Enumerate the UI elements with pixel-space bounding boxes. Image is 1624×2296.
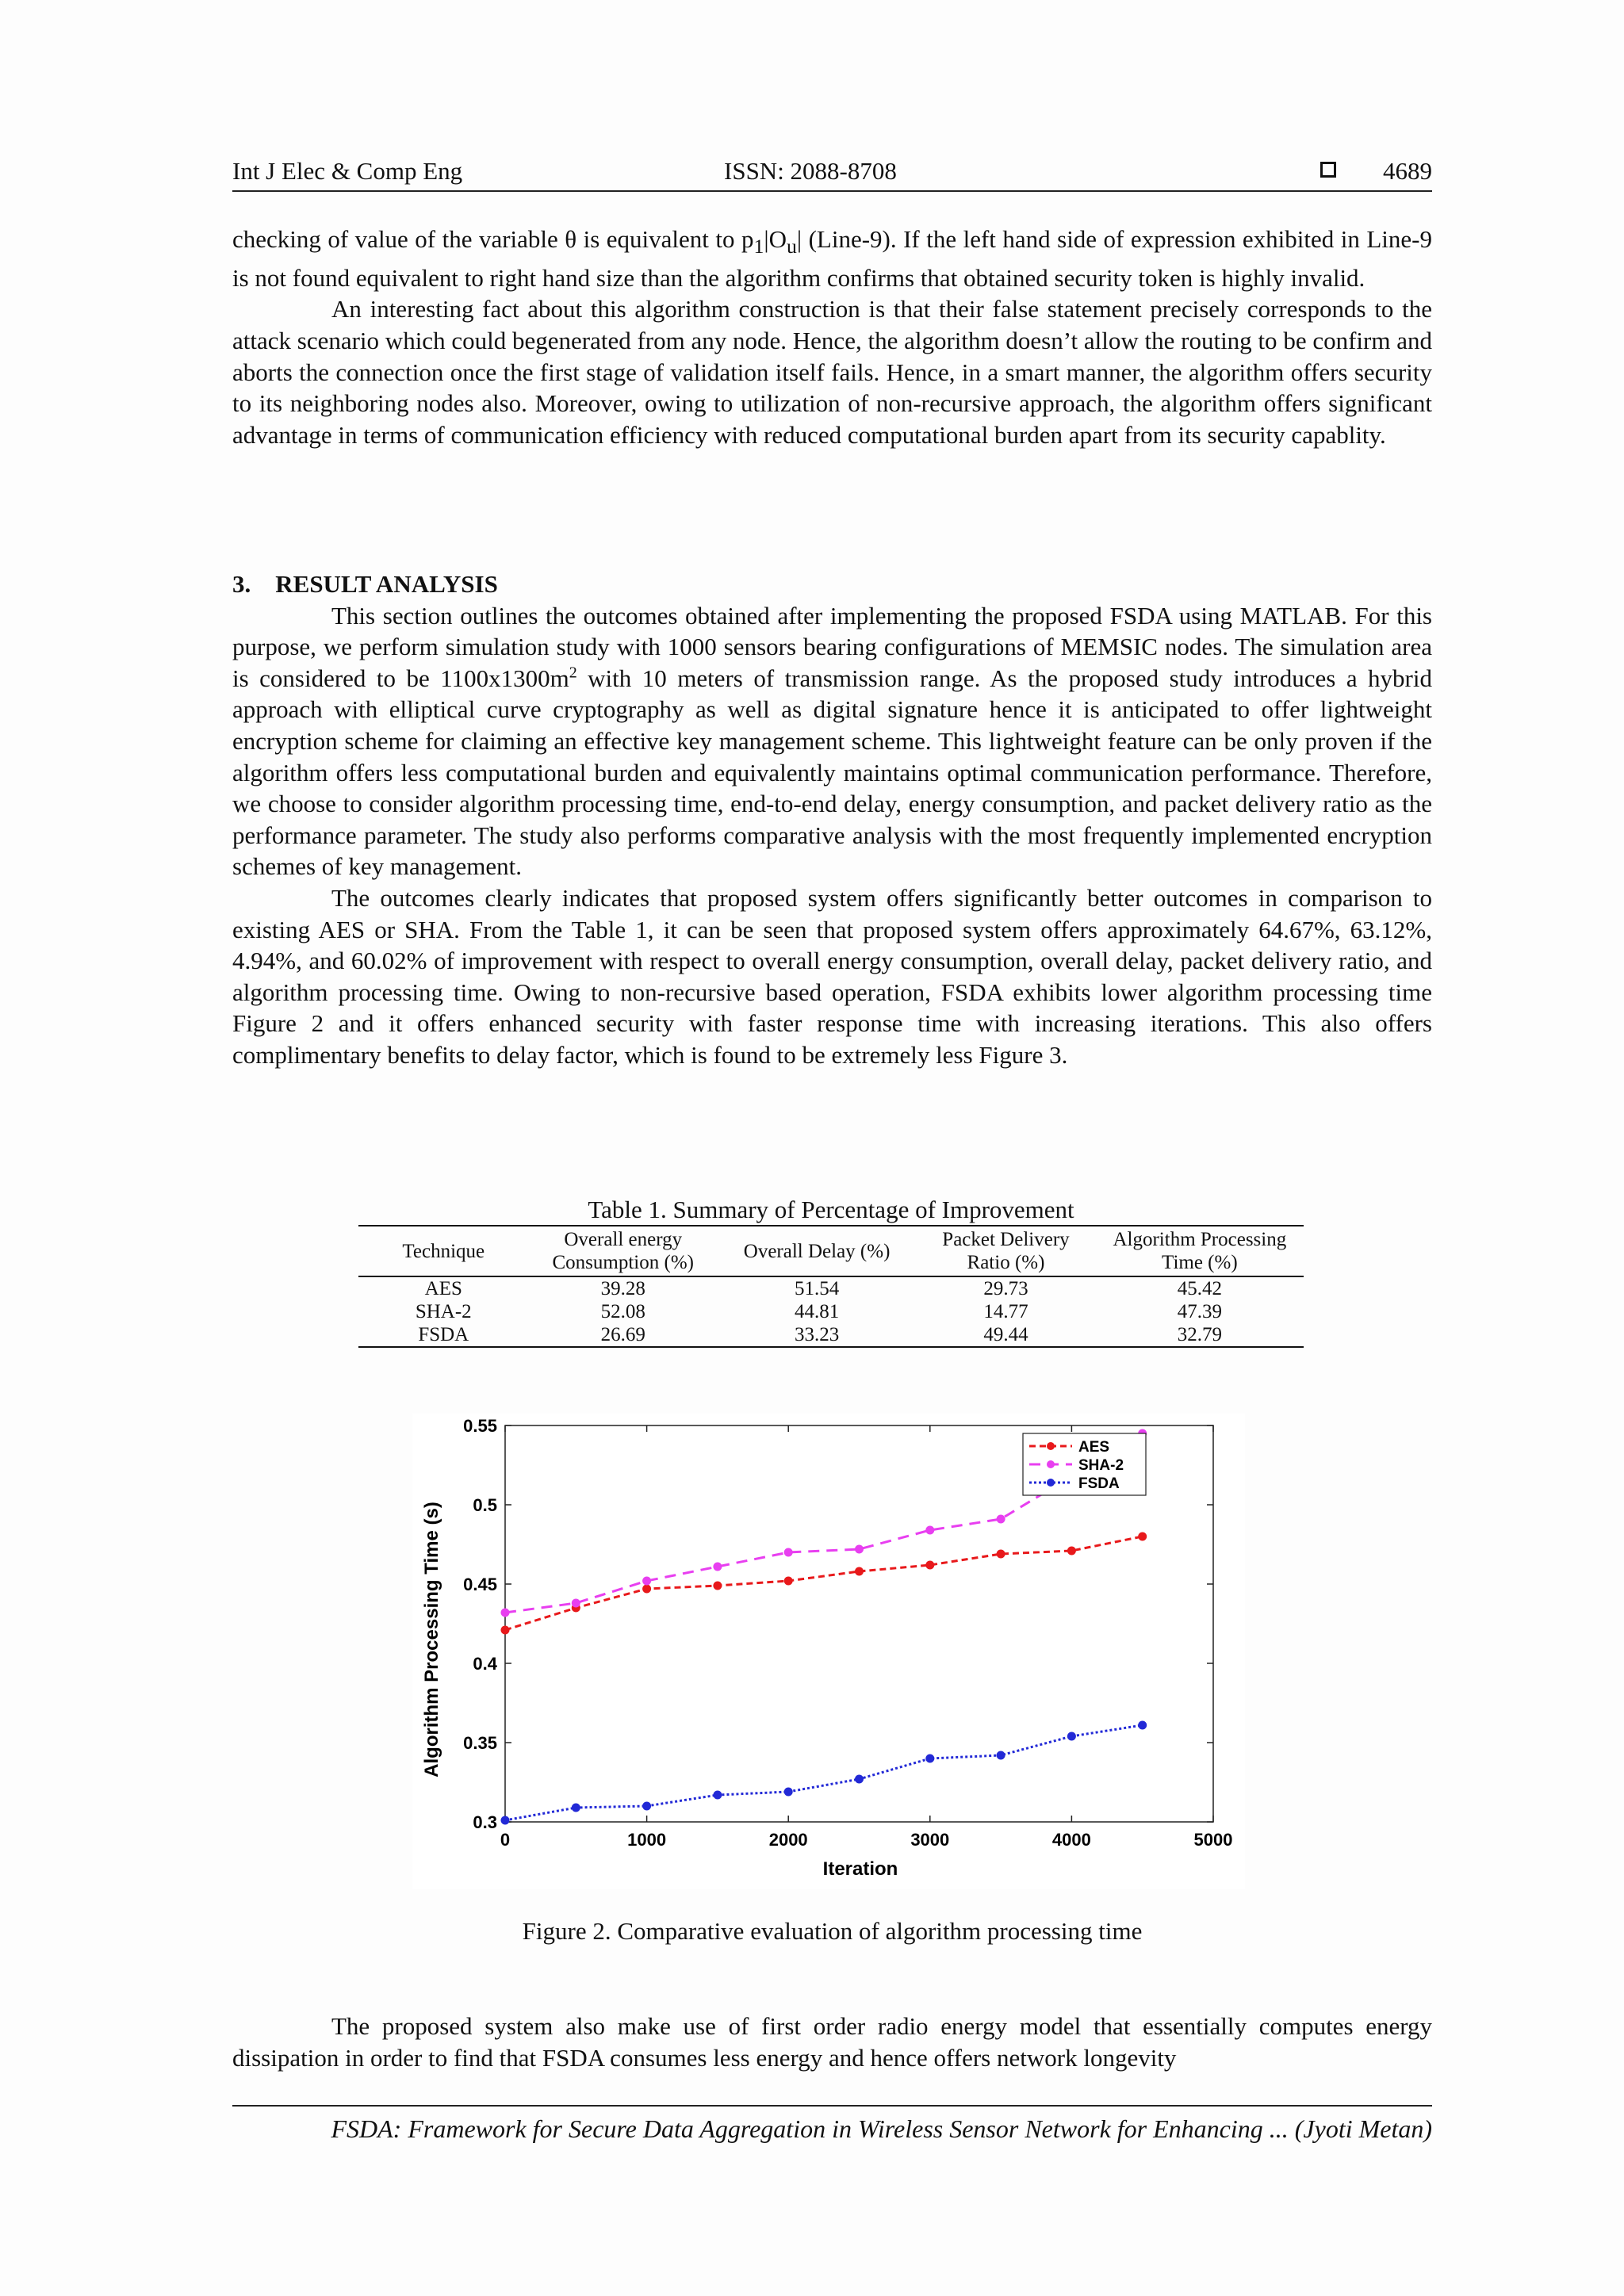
y-tick-label: 0.4 bbox=[473, 1654, 497, 1674]
col-header: Overall Delay (%) bbox=[718, 1226, 916, 1276]
square-bullet-icon bbox=[1320, 162, 1336, 178]
data-point-sha-2 bbox=[855, 1545, 864, 1554]
col-header: Overall energy Consumption (%) bbox=[529, 1226, 718, 1276]
page-number: 4689 bbox=[1383, 157, 1432, 185]
col-header: Technique bbox=[358, 1226, 529, 1276]
legend-marker-aes bbox=[1047, 1442, 1055, 1450]
data-point-fsda bbox=[1067, 1732, 1076, 1741]
body-text-section bbox=[232, 568, 1432, 1071]
y-tick-label: 0.35 bbox=[463, 1733, 497, 1753]
legend-label-sha-2: SHA-2 bbox=[1078, 1457, 1124, 1474]
issn: ISSN: 2088-8708 bbox=[724, 157, 897, 185]
legend-marker-fsda bbox=[1047, 1479, 1055, 1487]
x-tick-label: 5000 bbox=[1193, 1830, 1233, 1850]
data-point-aes bbox=[713, 1582, 722, 1590]
data-point-aes bbox=[855, 1567, 864, 1576]
data-point-sha-2 bbox=[784, 1548, 793, 1557]
table-cell: 47.39 bbox=[1177, 1301, 1222, 1322]
text-run: | (Line-9). If the left hand side of expression exhibited in Line-9 is not found equivalent to right hand size than the algorithm confirms that obtained security token is highly invalid. bbox=[232, 225, 1432, 292]
table-caption: Table 1. Summary of Percentage of Improvement bbox=[588, 1196, 1074, 1223]
table-cell: 45.42 bbox=[1177, 1278, 1222, 1299]
text-run: with 10 meters of transmission range. As the proposed study introduces a hybrid approach with elliptical curve cryptography as well as digital signature hence it is anticipated to offer lightweight encryption scheme for claiming an effective key management scheme. This lightweight feature can be only proven if the algorithm offers less computational burden and equivalently maintains optimal communication performance. Therefore, we choose to consider algorithm processing time, end-to-end delay, energy consumption, and packet delivery ratio as the performance parameter. The study also performs comparative analysis with the most frequently implemented encryption schemes of key management. bbox=[232, 664, 1432, 881]
section-heading: 3. RESULT ANALYSIS bbox=[232, 570, 498, 598]
legend-marker-sha-2 bbox=[1047, 1460, 1055, 1468]
data-point-aes bbox=[642, 1585, 651, 1594]
y-tick-label: 0.45 bbox=[463, 1575, 497, 1594]
paragraph-interesting-fact: An interesting fact about this algorithm construction is that their false statement precisely corresponds to the attack scenario which could begenerated from any node. Hence, the algorithm doesn’t allow the routing to be confirm and aborts the connection once the first stage of validation itself fails. Hence, in a smart manner, the algorithm offers security to its neighboring nodes also. Moreover, owing to utilization of non-recursive approach, the algorithm offers significant advantage in terms of communication efficiency with reduced computational burden apart from its security capablity. bbox=[232, 295, 1432, 449]
data-point-sha-2 bbox=[572, 1599, 580, 1608]
x-tick-label: 1000 bbox=[627, 1830, 667, 1850]
running-header bbox=[232, 155, 1432, 192]
table-cell: 52.08 bbox=[600, 1301, 645, 1322]
data-point-fsda bbox=[1138, 1721, 1147, 1730]
data-point-aes bbox=[997, 1550, 1005, 1559]
x-tick-label: 4000 bbox=[1051, 1830, 1091, 1850]
table-cell: 26.69 bbox=[600, 1324, 645, 1345]
subscript: u bbox=[786, 235, 797, 258]
table-cell: AES bbox=[424, 1278, 462, 1299]
legend-label-fsda: FSDA bbox=[1078, 1475, 1120, 1492]
running-footer: FSDA: Framework for Secure Data Aggregation in Wireless Sensor Network for Enhancing ... (Jyoti Metan) bbox=[232, 2105, 1432, 2144]
chart-legend bbox=[1023, 1433, 1146, 1495]
data-point-fsda bbox=[784, 1788, 793, 1797]
text-run: This section outlines the outcomes obtained after implementing the proposed FSDA using MATLAB. For this purpose, we perform simulation study with 1000 sensors bearing configurations of MEMSIC nodes. The simulation area is considered to be 1100x1300m bbox=[232, 601, 1432, 692]
table-cell: 49.44 bbox=[983, 1324, 1028, 1345]
y-tick-label: 0.5 bbox=[473, 1495, 497, 1515]
table-row bbox=[358, 1323, 1304, 1347]
data-point-aes bbox=[1138, 1533, 1147, 1541]
data-point-sha-2 bbox=[925, 1526, 934, 1535]
x-axis-label: Iteration bbox=[822, 1858, 898, 1880]
body-text-top bbox=[232, 224, 1432, 450]
table-header-row bbox=[358, 1226, 1304, 1276]
table-cell: 39.28 bbox=[600, 1278, 645, 1299]
data-point-fsda bbox=[572, 1804, 580, 1812]
paragraph-continued bbox=[232, 224, 1432, 293]
journal-name: Int J Elec & Comp Eng bbox=[232, 157, 463, 185]
data-point-aes bbox=[501, 1626, 510, 1635]
text-run: |O bbox=[764, 225, 787, 253]
paragraph-outcomes: The outcomes clearly indicates that proposed system offers significantly better outcomes in comparison to existing AES or SHA. From the Table 1, it can be seen that proposed system offers approximately 64.67%, 63.12%, 4.94%, and 60.02% of improvement with respect to overall energy consumption, overall delay, packet delivery ratio, and algorithm processing time. Owing to non-recursive based operation, FSDA exhibits lower algorithm processing time Figure 2 and it offers enhanced security with faster response time with increasing iterations. This also offers complimentary benefits to delay factor, which is found to be extremely less Figure 3. bbox=[232, 883, 1432, 1069]
col-header: Algorithm Processing Time (%) bbox=[1096, 1226, 1304, 1276]
y-tick-label: 0.3 bbox=[473, 1812, 497, 1832]
subscript: 1 bbox=[753, 235, 764, 258]
data-point-fsda bbox=[713, 1791, 722, 1800]
figure-caption: Figure 2. Comparative evaluation of algorithm processing time bbox=[522, 1917, 1143, 1945]
data-point-sha-2 bbox=[713, 1563, 722, 1571]
x-tick-label: 2000 bbox=[768, 1830, 808, 1850]
x-tick-label: 0 bbox=[500, 1830, 511, 1850]
paragraph-section-intro bbox=[232, 600, 1432, 882]
data-point-aes bbox=[1067, 1547, 1076, 1556]
data-point-sha-2 bbox=[501, 1609, 510, 1617]
data-point-fsda bbox=[501, 1816, 510, 1825]
summary-table bbox=[358, 1225, 1304, 1348]
y-axis-label: Algorithm Processing Time (s) bbox=[421, 1502, 442, 1777]
table-cell: 32.79 bbox=[1177, 1324, 1222, 1345]
line-chart bbox=[412, 1414, 1245, 1889]
table-row bbox=[358, 1300, 1304, 1323]
superscript: 2 bbox=[569, 664, 577, 682]
table-cell: 51.54 bbox=[794, 1278, 840, 1299]
x-tick-label: 3000 bbox=[910, 1830, 950, 1850]
legend-label-aes: AES bbox=[1078, 1439, 1110, 1456]
table-cell: 14.77 bbox=[983, 1301, 1028, 1322]
table-cell: 44.81 bbox=[794, 1301, 840, 1322]
table-row bbox=[358, 1276, 1304, 1300]
y-tick-label: 0.55 bbox=[463, 1416, 497, 1436]
table-cell: 33.23 bbox=[794, 1324, 840, 1345]
data-point-aes bbox=[784, 1577, 793, 1586]
data-point-sha-2 bbox=[642, 1577, 651, 1586]
col-header: Packet Delivery Ratio (%) bbox=[916, 1226, 1095, 1276]
data-point-aes bbox=[925, 1561, 934, 1570]
table-cell: FSDA bbox=[418, 1324, 469, 1345]
paragraph-energy-model: The proposed system also make use of first order radio energy model that essentially computes energy dissipation in order to find that FSDA consumes less energy and hence offers network longevity bbox=[232, 2012, 1432, 2072]
table-cell: SHA-2 bbox=[415, 1301, 472, 1322]
data-point-fsda bbox=[925, 1755, 934, 1763]
body-text-bottom bbox=[232, 2011, 1432, 2073]
data-point-fsda bbox=[997, 1751, 1005, 1760]
data-point-sha-2 bbox=[997, 1515, 1005, 1524]
table-cell: 29.73 bbox=[983, 1278, 1028, 1299]
data-point-fsda bbox=[855, 1775, 864, 1784]
data-point-fsda bbox=[642, 1802, 651, 1811]
text-run: checking of value of the variable θ is equivalent to p bbox=[232, 225, 754, 253]
figure-2 bbox=[412, 1414, 1245, 1889]
